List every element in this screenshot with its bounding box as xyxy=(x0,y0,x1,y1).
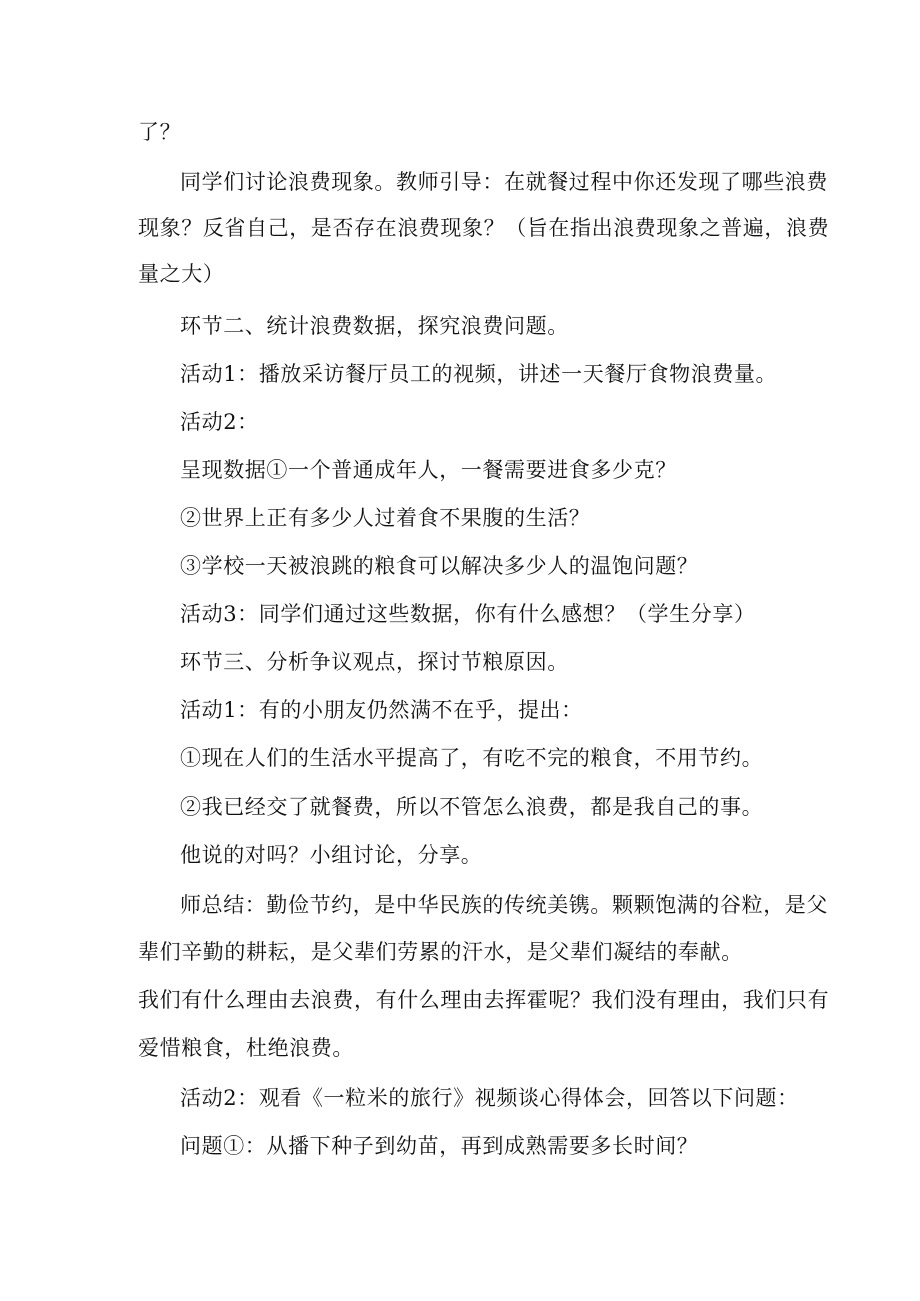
text-line: 现象？反省自己，是否存在浪费现象？（旨在指出浪费现象之普遍，浪费 xyxy=(138,216,830,240)
text-line: 同学们讨论浪费现象。教师引导：在就餐过程中你还发现了哪些浪费 xyxy=(180,170,828,194)
section-heading: 环节二、统计浪费数据，探究浪费问题。 xyxy=(180,314,569,338)
text-line: 辈们辛勤的耕耘，是父辈们劳累的汗水，是父辈们凝结的奉献。 xyxy=(138,940,743,964)
text-line: 师总结：勤俭节约，是中华民族的传统美镌。颗颗饱满的谷粒，是父 xyxy=(180,893,828,917)
text-line: ①现在人们的生活水平提高了，有吃不完的粮食，不用节约。 xyxy=(180,746,764,770)
text-line: 了？ xyxy=(138,120,182,144)
text-line: ②世界上正有多少人过着食不果腹的生活？ xyxy=(180,506,591,530)
text-line: ③学校一天被浪跳的粮食可以解决多少人的温饱问题？ xyxy=(180,554,699,578)
text-line: 活动2： xyxy=(180,410,259,434)
text-line: 问题①：从播下种子到幼苗，再到成熟需要多长时间？ xyxy=(180,1134,699,1158)
text-line: 呈现数据①一个普通成年人，一餐需要进食多少克？ xyxy=(180,458,677,482)
text-line: 量之大） xyxy=(138,262,225,286)
text-line: 活动2：观看《一粒米的旅行》视频谈心得体会，回答以下问题： xyxy=(180,1086,799,1110)
text-line: 我们有什么理由去浪费，有什么理由去挥霍呢？我们没有理由，我们只有 xyxy=(138,988,830,1012)
text-line: 活动3：同学们通过这些数据，你有什么感想？（学生分享） xyxy=(180,602,756,626)
text-line: 爱惜粮食，杜绝浪费。 xyxy=(138,1036,354,1060)
text-line: 活动1：有的小朋友仍然满不在乎，提出： xyxy=(180,698,583,722)
text-line: 活动1：播放采访餐厅员工的视频，讲述一天餐厅食物浪费量。 xyxy=(180,362,778,386)
text-line: ②我已经交了就餐费，所以不管怎么浪费，都是我自己的事。 xyxy=(180,795,764,819)
section-heading: 环节三、分析争议观点，探讨节粮原因。 xyxy=(180,650,569,674)
text-line: 他说的对吗？小组讨论，分享。 xyxy=(180,843,483,867)
